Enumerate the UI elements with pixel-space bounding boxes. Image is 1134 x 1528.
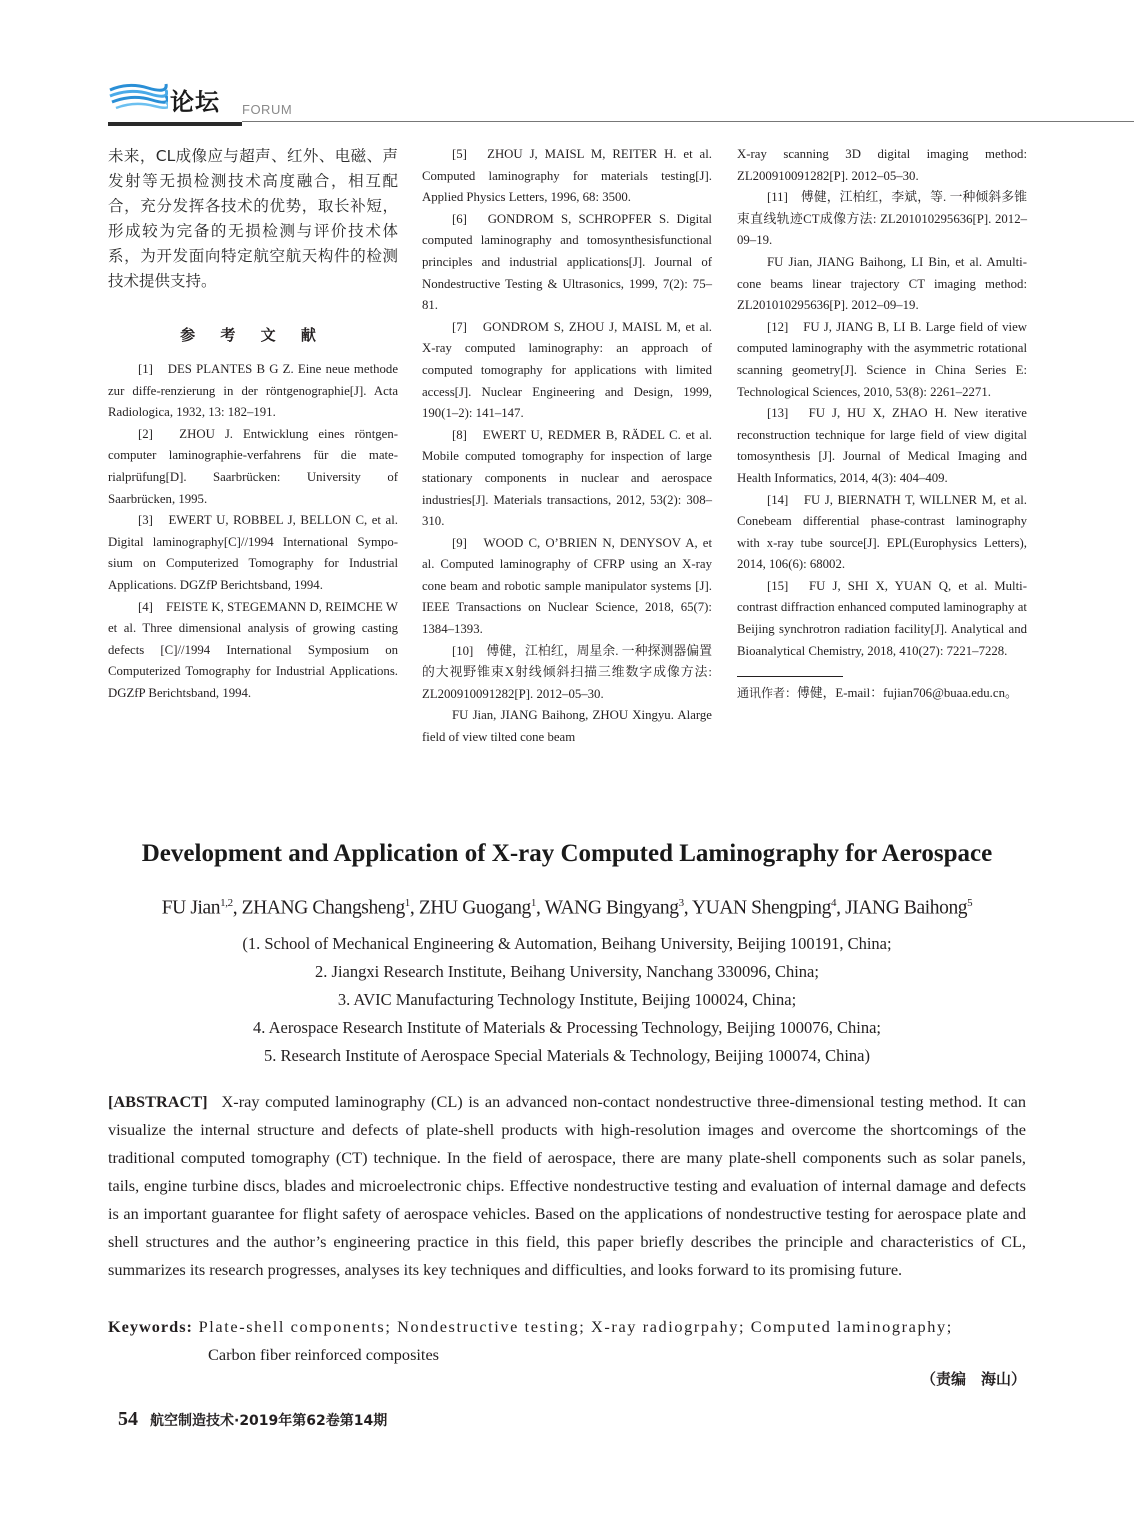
reference-item: [6] GONDROM S, SCHROPFER S. Digital computed laminography and tomosynthesisfunctional principles and industrial applications[J]. Journal of Nondestructive Testing & Ultrasonics, 1999, 7(2): 75–81. <box>422 211 712 313</box>
references-heading: 参 考 文 献 <box>180 326 326 344</box>
author-affiliation-mark: 4 <box>831 897 837 909</box>
header-rule-thick <box>108 122 242 126</box>
corresponding-author-text: 傅健，E-mail：fujian706@buaa.edu.cn。 <box>797 686 1018 701</box>
reference-item: [1] DES PLANTES B G Z. Eine neue methode zur diffe-renzierung in der röntgenographie[J]. Acta Radiologica, 1932, 13: 182–191. <box>108 362 398 420</box>
column-1 <box>108 144 398 705</box>
reference-item-translation: FU Jian, JIANG Baihong, LI Bin, et al. Amulti-cone beams linear trajectory CT imaging method: ZL201010295636[P]. 2012–09–19. <box>737 254 1027 313</box>
keywords <box>108 1313 1026 1369</box>
footnote-rule <box>737 676 843 677</box>
reference-item-continued: X-ray scanning 3D digital imaging method: ZL200910091282[P]. 2012–05–30. <box>737 147 1027 183</box>
corresponding-author <box>737 683 1027 705</box>
abstract-text: X-ray computed laminography (CL) is an advanced non-contact nondestructive three-dimensional testing method. It can visualize the internal structure and defects of plate-shell products with high-resolution images and overcome the shortcomings of the traditional computed tomography (CT) technique. In the field of aerospace, there are many plate-shell components such as solar panels, tails, engine turbine discs, blades and microelectronic chips. Effective nondestructive testing and evaluation of internal damage and defects is an important guarantee for flight safety of aerospace vehicles. Based on the applications of nondestructive testing for aerospace plate and shell structures and the author’s engineering practice in this field, this paper briefly describes the principle and characteristics of CL, summarizes its research progresses, analyses its key techniques and difficulties, and looks forward to its promising future. <box>108 1092 1026 1279</box>
journal-info: 航空制造技术·2019年第62卷第14期 <box>150 1413 388 1429</box>
reference-item: [7] GONDROM S, ZHOU J, MAISL M, et al. X-ray computed laminography: an approach of computed tomography for applications with limited access[J]. Nuclear Engineering and Design, 1999, 190(1–2): 141–147. <box>422 319 712 421</box>
reference-item: [10] 傅健，江柏红，周星余. 一种探测器偏置的大视野锥束X射线倾斜扫描三维数字成像方法: ZL200910091282[P]. 2012–05–30. <box>422 643 712 701</box>
reference-item: [2] ZHOU J. Entwicklung eines röntgen-computer laminographie-verfahrens für die mate-rialprüfung[D]. Saarbrücken: University of Saarbrücken, 1995. <box>108 426 398 506</box>
affiliation-line: 4. Aerospace Research Institute of Materials & Processing Technology, Beijing 100076, China; <box>252 1018 881 1037</box>
keywords-text: Plate-shell components; Nondestructive testing; X-ray radiogrpahy; Computed laminography; <box>198 1317 953 1336</box>
conclusion-paragraph: 未来，CL成像应与超声、红外、电磁、声发射等无损检测技术高度融合，相互配合，充分发挥各技术的优势，取长补短，形成较为完备的无损检测与评价技术体系，为开发面向特定航空航天构件的检测技术提供支持。 <box>108 147 398 290</box>
reference-item: [8] EWERT U, REDMER B, RÄDEL C. et al. Mobile computed tomography for inspection of large stationary components in nuclear and aerospace industries[J]. Materials transactions, 2012, 53(2): 308–310. <box>422 427 712 529</box>
column-2 <box>422 144 712 749</box>
reference-item: [12] FU J, JIANG B, LI B. Large field of view computed laminography with the asymmetric rotational scanning geometry[J]. Science in China Series E: Technological Sciences, 2010, 53(8): 2261–2271. <box>737 319 1027 399</box>
author-name: JIANG Baihong <box>845 897 968 919</box>
corresponding-author-label: 通讯作者： <box>737 686 798 701</box>
keywords-text-continued: Carbon fiber reinforced composites <box>208 1345 440 1364</box>
author-name: ZHANG Changsheng <box>241 897 405 919</box>
reference-item: [4] FEISTE K, STEGEMANN D, REIMCHE W et al. Three dimensional analysis of growing casting defects [C]//1994 International Symposium on Computerized Tomography for Industrial Applications. DGZfP Berichtsband, 1994. <box>108 599 398 700</box>
author-list: FU Jian$^{1,2}$, ZHANG Changsheng$^1$, ZHU Guogang$^1$, WANG Bingyang$^3$, YUAN Shengping$^4$, JIANG Baihong$^5$ <box>161 897 973 919</box>
affiliation-line: 5. Research Institute of Aerospace Special Materials & Technology, Beijing 100074, China) <box>264 1046 870 1065</box>
author-name: YUAN Shengping <box>691 897 831 919</box>
forum-wave-logo-icon <box>108 80 168 114</box>
author-affiliation-mark: 1 <box>404 897 410 909</box>
page-number: 54 <box>118 1408 138 1430</box>
reference-item: [13] FU J, HU X, ZHAO H. New iterative reconstruction technique for large field of view digital tomosynthesis [J]. Journal of Medical Imaging and Health Informatics, 2014, 4(3): 404–409. <box>737 406 1027 485</box>
reference-item: [14] FU J, BIERNATH T, WILLNER M, et al. Conebeam differential phase-contrast laminography with x-ray tube source[J]. EPL(Europhysics Letters), 2014, 106(6): 68002. <box>737 492 1027 572</box>
english-title: Development and Application of X-ray Computed Laminography for Aerospace <box>141 840 993 867</box>
author-affiliation-mark: 1,2 <box>220 897 233 909</box>
section-label: FORUM <box>242 102 293 117</box>
author-affiliation-mark: 5 <box>967 897 973 909</box>
author-affiliation-mark: 1 <box>530 897 537 909</box>
reference-item: [3] EWERT U, ROBBEL J, BELLON C, et al. Digital laminography[C]//1994 International Sympo-sium on Computerized Tomography for Industrial Applications. DGZfP Berichtsband, 1994. <box>108 513 398 592</box>
reference-item: [15] FU J, SHI X, YUAN Q, et al. Multi-contrast diffraction enhanced computed laminography at Beijing synchrotron radiation facility[J]. Analytical and Bioanalytical Chemistry, 2018, 410(27): 7221–7228. <box>737 578 1027 658</box>
reference-item: [11] 傅健，江柏红，李斌，等. 一种倾斜多锥束直线轨迹CT成像方法: ZL201010295636[P]. 2012–09–19. <box>737 190 1027 248</box>
affiliation-line: (1. School of Mechanical Engineering & Automation, Beihang University, Beijing 100191, China; <box>242 934 892 953</box>
author-name: WANG Bingyang <box>544 897 679 919</box>
keywords-label: Keywords: <box>108 1317 193 1336</box>
keywords-line <box>108 1313 1026 1341</box>
reference-item: [9] WOOD C, O’BRIEN N, DENYSOV A, et al. Computed laminography of CFRP using an X-ray cone beam and robotic sample manipulator systems [J]. IEEE Transactions on Nuclear Science, 2018, 65(7): 1384–1393. <box>422 535 712 637</box>
editor-credit: （责编 海山） <box>920 1370 1026 1388</box>
english-abstract <box>108 1088 1026 1284</box>
author-name: ZHU Guogang <box>418 897 531 919</box>
reference-item-translation: FU Jian, JIANG Baihong, ZHOU Xingyu. Alarge field of view tilted cone beam <box>422 708 712 745</box>
affiliation-line: 2. Jiangxi Research Institute, Beihang University, Nanchang 330096, China; <box>315 962 819 981</box>
reference-item: [5] ZHOU J, MAISL M, REITER H. et al. Computed laminography for materials testing[J]. Applied Physics Letters, 1996, 68: 3500. <box>422 147 712 205</box>
section-brand: 论坛 <box>170 88 220 116</box>
page-footer <box>118 1408 387 1431</box>
abstract-label: [ABSTRACT] <box>108 1092 208 1111</box>
affiliation-list <box>0 930 1134 1070</box>
author-affiliation-mark: 3 <box>678 897 684 909</box>
column-3 <box>737 144 1027 705</box>
author-name: FU Jian <box>161 897 221 919</box>
page-header <box>108 78 1134 126</box>
affiliation-line: 3. AVIC Manufacturing Technology Institute, Beijing 100024, China; <box>337 990 797 1009</box>
header-rule-thin <box>242 121 1134 122</box>
